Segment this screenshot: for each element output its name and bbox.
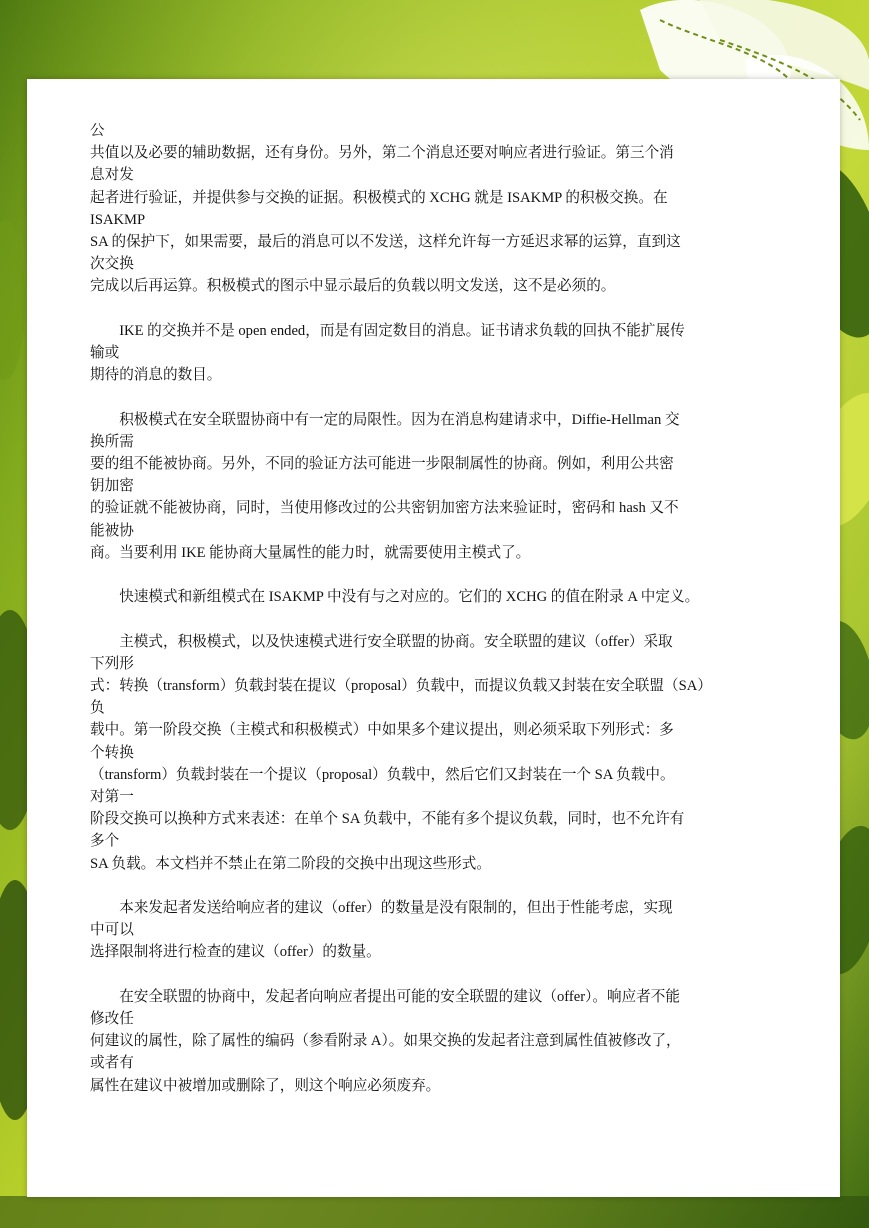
text-line: 或者有 [90,1055,134,1072]
text-line: 多个 [90,833,120,850]
text-line: 钥加密 [90,478,134,495]
text-line: 息对发 [90,167,134,184]
text-line: 公 [90,123,105,139]
text-line: 在安全联盟的协商中，发起者向响应者提出可能的安全联盟的建议（offer）。响应者不能 [119,988,680,1005]
paragraph-spacer [90,875,738,897]
text-line: 个转换 [90,744,134,761]
text-line: ISAKMP [90,211,146,228]
bottom-band-decoration [0,1196,869,1228]
document-body [90,120,738,1097]
text-line: 修改任 [90,1011,134,1028]
text-line: 选择限制将进行检查的建议（offer）的数量。 [90,944,381,961]
text-line: 下列形 [90,655,134,672]
text-line: 能被协 [90,522,134,539]
text-line: 次交换 [90,256,134,273]
text-line: 积极模式在安全联盟协商中有一定的局限性。因为在消息构建请求中，Diffie-Hellman 交 [119,411,680,428]
text-line: SA 负载。本文档并不禁止在第二阶段的交换中出现这些形式。 [90,855,491,872]
text-line: 属性在建议中被增加或删除了，则这个响应必须废弃。 [90,1077,441,1094]
text-line: 对第一 [90,789,134,806]
text-line: 的验证就不能被协商，同时，当使用修改过的公共密钥加密方法来验证时，密码和 hash 又不 [90,500,679,517]
paragraph [90,320,738,387]
text-line: 商。当要利用 IKE 能协商大量属性的能力时，就需要使用主模式了。 [90,544,531,561]
text-line: 主模式，积极模式，以及快速模式进行安全联盟的协商。安全联盟的建议（offer）采取 [119,633,673,650]
paragraph-spacer [90,298,738,320]
text-line: 载中。第一阶段交换（主模式和积极模式）中如果多个建议提出，则必须采取下列形式：多 [90,722,674,739]
paragraph [90,631,738,875]
text-line: 本来发起者发送给响应者的建议（offer）的数量是没有限制的，但出于性能考虑，实现 [119,900,673,917]
paragraph-spacer [90,608,738,630]
text-line: IKE 的交换并不是 open ended，而是有固定数目的消息。证书请求负载的回执不能扩展传 [119,322,685,339]
text-line: 要的组不能被协商。另外，不同的验证方法可能进一步限制属性的协商。例如，利用公共密 [90,456,674,473]
text-line: 输或 [90,345,120,362]
text-line: 何建议的属性，除了属性的编码（参看附录 A）。如果交换的发起者注意到属性值被修改了， [90,1033,681,1050]
text-line: 换所需 [90,433,134,450]
text-line: 共值以及必要的辅助数据，还有身份。另外，第二个消息还要对响应者进行验证。第三个消 [90,145,674,162]
text-line: 快速模式和新组模式在 ISAKMP 中没有与之对应的。它们的 XCHG 的值在附录 A 中定义。 [119,589,700,606]
paragraph-spacer [90,964,738,986]
text-line: 式：转换（transform）负载封装在提议（proposal）负载中，而提议负载又封装在安全联盟（SA） [90,678,712,695]
text-line: 完成以后再运算。积极模式的图示中显示最后的负载以明文发送，这不是必须的。 [90,278,616,295]
paragraph-spacer [90,386,738,408]
text-line: 期待的消息的数目。 [90,367,222,384]
paragraph-spacer [90,564,738,586]
paragraph [90,409,738,564]
text-line: 负 [90,700,105,717]
text-line: （transform）负载封装在一个提议（proposal）负载中，然后它们又封装在一个 SA 负载中。 [90,766,675,783]
text-line: 中可以 [90,922,134,939]
paragraph [90,586,738,608]
paragraph [90,986,738,1097]
text-line: SA 的保护下，如果需要，最后的消息可以不发送，这样允许每一方延迟求幂的运算，直到这 [90,234,681,251]
paragraph [90,120,738,298]
text-line: 阶段交换可以换种方式来表述：在单个 SA 负载中，不能有多个提议负载，同时，也不允许有 [90,811,685,828]
text-line: 起者进行验证，并提供参与交换的证据。积极模式的 XCHG 就是 ISAKMP 的积极交换。在 [90,189,668,206]
paragraph [90,897,738,964]
